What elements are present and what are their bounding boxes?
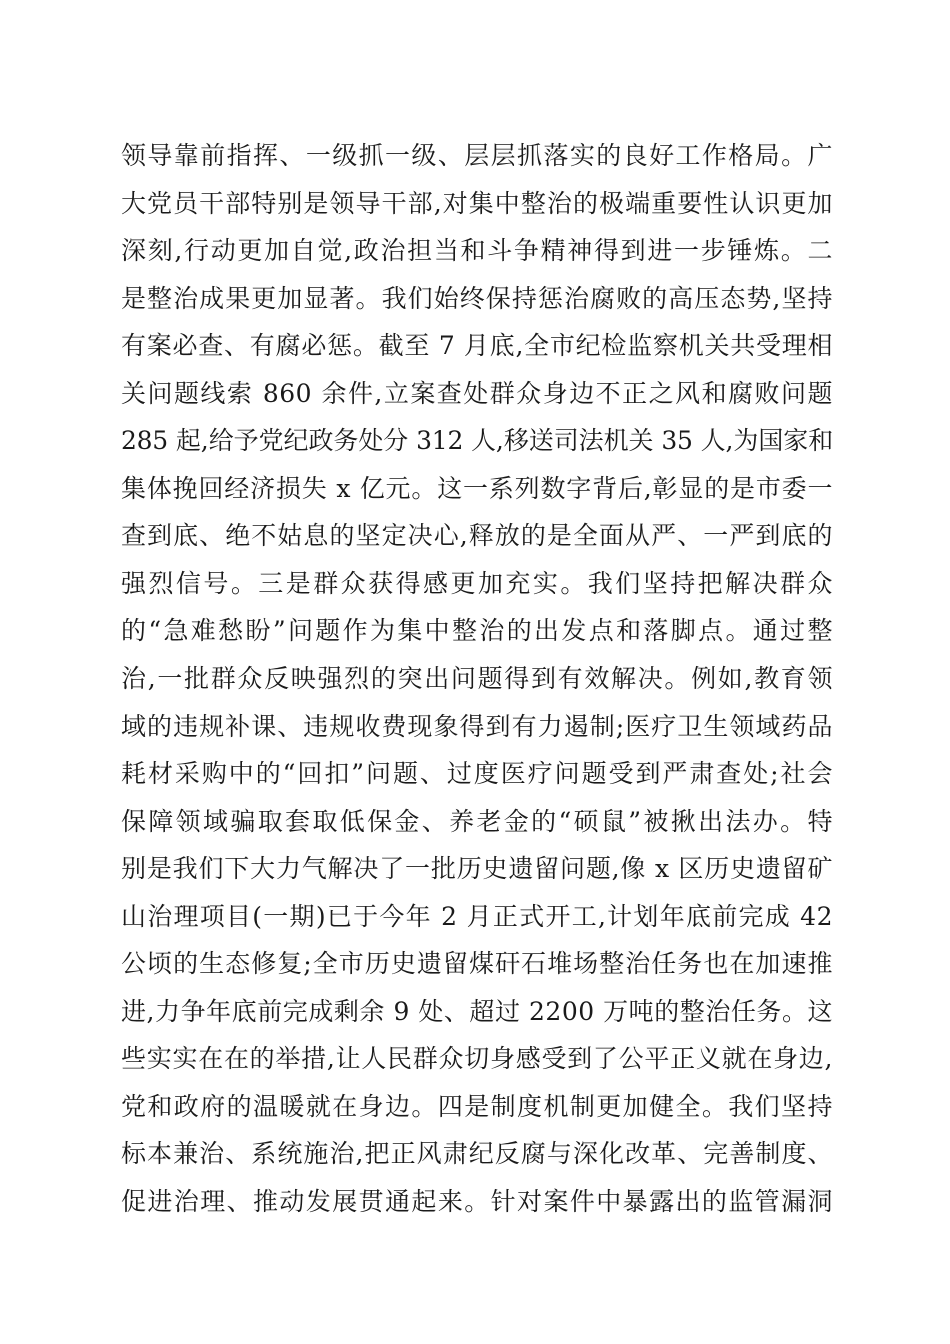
text-line: 别是我们下大力气解决了一批历史遗留问题,像 x 区历史遗留矿: [121, 854, 833, 884]
text-line: 285 起,给予党纪政务处分 312 人,移送司法机关 35 人,为国家和: [121, 426, 833, 456]
text-line: 标本兼治、系统施治,把正风肃纪反腐与深化改革、完善制度、: [121, 1139, 833, 1169]
text-line: 强烈信号。三是群众获得感更加充实。我们坚持把解决群众: [121, 568, 833, 598]
text-line: 耗材采购中的“回扣”问题、过度医疗问题受到严肃查处;社会: [121, 759, 833, 789]
text-line: 党和政府的温暖就在身边。四是制度机制更加健全。我们坚持: [121, 1091, 833, 1121]
text-line: 集体挽回经济损失 x 亿元。这一系列数字背后,彰显的是市委一: [121, 473, 833, 503]
text-line: 关问题线索 860 余件,立案查处群众身边不正之风和腐败问题: [121, 378, 833, 408]
text-line: 保障领域骗取套取低保金、养老金的“硕鼠”被揪出法办。特: [121, 806, 833, 836]
text-line: 些实实在在的举措,让人民群众切身感受到了公平正义就在身边,: [121, 1044, 833, 1074]
text-line: 领导靠前指挥、一级抓一级、层层抓落实的良好工作格局。广: [121, 141, 833, 170]
text-line: 有案必查、有腐必惩。截至 7 月底,全市纪检监察机关共受理相: [121, 331, 833, 361]
text-line: 促进治理、推动发展贯通起来。针对案件中暴露出的监管漏洞: [121, 1187, 833, 1217]
text-line: 公顷的生态修复;全市历史遗留煤矸石堆场整治任务也在加速推: [121, 949, 833, 979]
text-line: 治,一批群众反映强烈的突出问题得到有效解决。例如,教育领: [121, 664, 833, 694]
text-line: 域的违规补课、违规收费现象得到有力遏制;医疗卫生领域药品: [121, 711, 833, 741]
text-line: 进,力争年底前完成剩余 9 处、超过 2200 万吨的整治任务。这: [121, 996, 833, 1026]
text-line: 山治理项目(一期)已于今年 2 月正式开工,计划年底前完成 42: [121, 901, 833, 931]
text-line: 大党员干部特别是领导干部,对集中整治的极端重要性认识更加: [121, 188, 833, 218]
text-line: 深刻,行动更加自觉,政治担当和斗争精神得到进一步锤炼。二: [121, 236, 833, 266]
text-line: 的“急难愁盼”问题作为集中整治的出发点和落脚点。通过整: [121, 616, 833, 646]
body-text: [121, 132, 833, 1226]
text-line: 查到底、绝不姑息的坚定决心,释放的是全面从严、一严到底的: [121, 521, 833, 551]
text-line: 是整治成果更加显著。我们始终保持惩治腐败的高压态势,坚持: [121, 283, 833, 313]
